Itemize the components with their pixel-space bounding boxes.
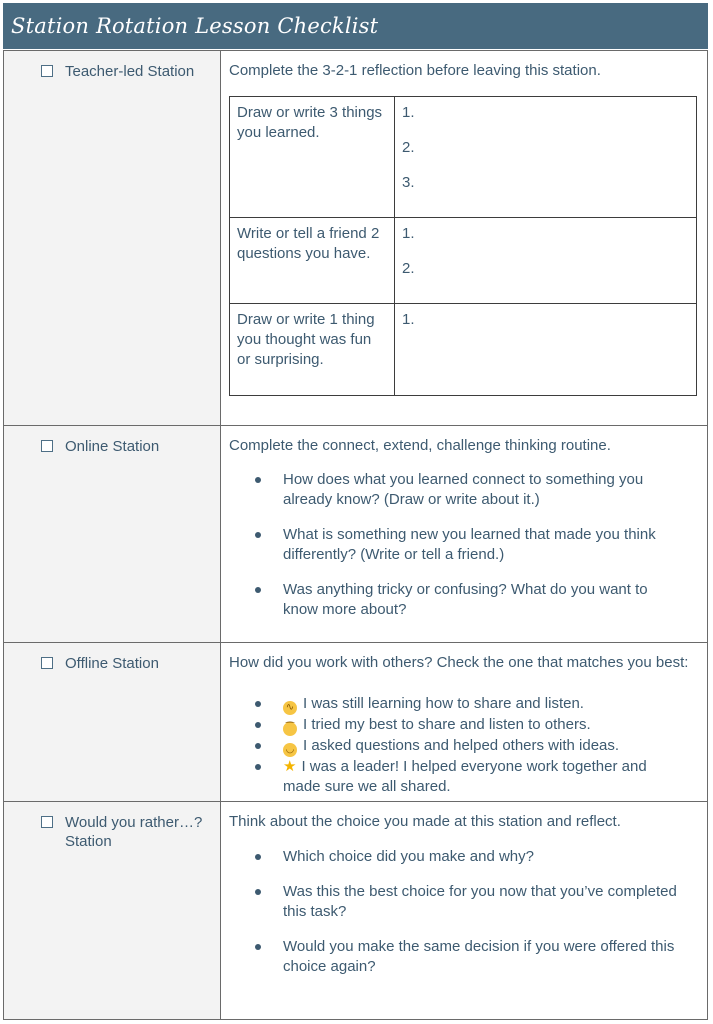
checkbox[interactable]	[41, 816, 53, 828]
station-instruction: Complete the connect, extend, challenge thinking routine.	[229, 437, 611, 454]
bullet-icon	[255, 701, 261, 707]
bullet-icon	[255, 854, 261, 860]
station-row-online	[3, 425, 708, 643]
answer-cell[interactable]	[395, 97, 697, 218]
bullet-icon	[255, 743, 261, 749]
list-item	[255, 937, 685, 977]
station-label-cell	[4, 51, 221, 425]
answer-number: 2.	[402, 260, 415, 277]
page-title: Station Rotation Lesson Checklist	[3, 3, 708, 49]
bullet-icon	[255, 722, 261, 728]
question-cell: Write or tell a friend 2 questions you have.	[230, 218, 395, 304]
list-item-text: What is something new you learned that made you think differently? (Write or tell a friend.)	[283, 526, 656, 563]
question-cell: Draw or write 3 things you learned.	[230, 97, 395, 218]
list-item	[255, 847, 685, 867]
bullet-icon	[255, 764, 261, 770]
answer-cell[interactable]	[395, 304, 697, 396]
bullet-list	[255, 470, 685, 635]
station-content-cell	[221, 426, 707, 642]
star-icon: ★	[283, 758, 297, 775]
table-row	[230, 218, 697, 304]
list-item	[255, 882, 685, 922]
option-text: I was a leader! I helped everyone work together and made sure we all shared.	[283, 758, 647, 795]
option-text: I tried my best to share and listen to others.	[303, 716, 591, 733]
answer-cell[interactable]	[395, 218, 697, 304]
grimace-emoji-icon: ∿	[283, 701, 297, 715]
table-row	[230, 97, 697, 218]
station-label: Offline Station	[65, 655, 159, 672]
station-row-teacher	[3, 50, 708, 426]
station-instruction: Complete the 3-2-1 reflection before leaving this station.	[229, 62, 601, 79]
answer-number: 1.	[402, 311, 415, 328]
list-item	[255, 525, 685, 565]
station-label: Would you rather…? Station	[65, 814, 203, 850]
station-label-cell	[4, 426, 221, 642]
station-row-would-you-rather	[3, 801, 708, 1020]
smile-emoji-icon: ⁀	[283, 722, 297, 736]
station-label-cell	[4, 643, 221, 801]
list-item[interactable]	[255, 715, 685, 736]
bullet-icon	[255, 889, 261, 895]
station-content-cell	[221, 643, 707, 801]
answer-number: 1.	[402, 104, 415, 121]
list-item-text: Was anything tricky or confusing? What do you want to know more about?	[283, 581, 648, 618]
bullet-list	[255, 847, 685, 992]
answer-number: 2.	[402, 139, 415, 156]
checkbox[interactable]	[41, 65, 53, 77]
list-item	[255, 580, 685, 620]
checkbox[interactable]	[41, 657, 53, 669]
list-item[interactable]	[255, 694, 685, 715]
station-label: Teacher-led Station	[65, 63, 195, 80]
station-instruction: Think about the choice you made at this station and reflect.	[229, 813, 621, 830]
list-item-text: Which choice did you make and why?	[283, 848, 534, 865]
bullet-icon	[255, 944, 261, 950]
list-item-text: Would you make the same decision if you were offered this choice again?	[283, 938, 675, 975]
station-label: Online Station	[65, 438, 160, 455]
option-list	[255, 694, 685, 797]
table-row	[230, 304, 697, 396]
question-cell: Draw or write 1 thing you thought was fun or surprising.	[230, 304, 395, 396]
station-instruction: How did you work with others? Check the one that matches you best:	[229, 654, 689, 671]
station-content-cell	[221, 802, 707, 1019]
list-item-text: Was this the best choice for you now that you’ve completed this task?	[283, 883, 677, 920]
grin-emoji-icon: ◡	[283, 743, 297, 757]
list-item	[255, 470, 685, 510]
answer-number: 3.	[402, 174, 415, 191]
option-text: I asked questions and helped others with ideas.	[303, 737, 620, 754]
bullet-icon	[255, 477, 261, 483]
station-row-offline	[3, 642, 708, 802]
list-item-text: How does what you learned connect to something you already know? (Draw or write about it.)	[283, 471, 644, 508]
checkbox[interactable]	[41, 440, 53, 452]
reflection-table	[229, 96, 697, 396]
list-item[interactable]	[255, 757, 685, 797]
option-text: I was still learning how to share and listen.	[303, 695, 584, 712]
bullet-icon	[255, 587, 261, 593]
answer-number: 1.	[402, 225, 415, 242]
station-content-cell	[221, 51, 707, 425]
list-item[interactable]	[255, 736, 685, 757]
station-label-cell	[4, 802, 221, 1019]
bullet-icon	[255, 532, 261, 538]
